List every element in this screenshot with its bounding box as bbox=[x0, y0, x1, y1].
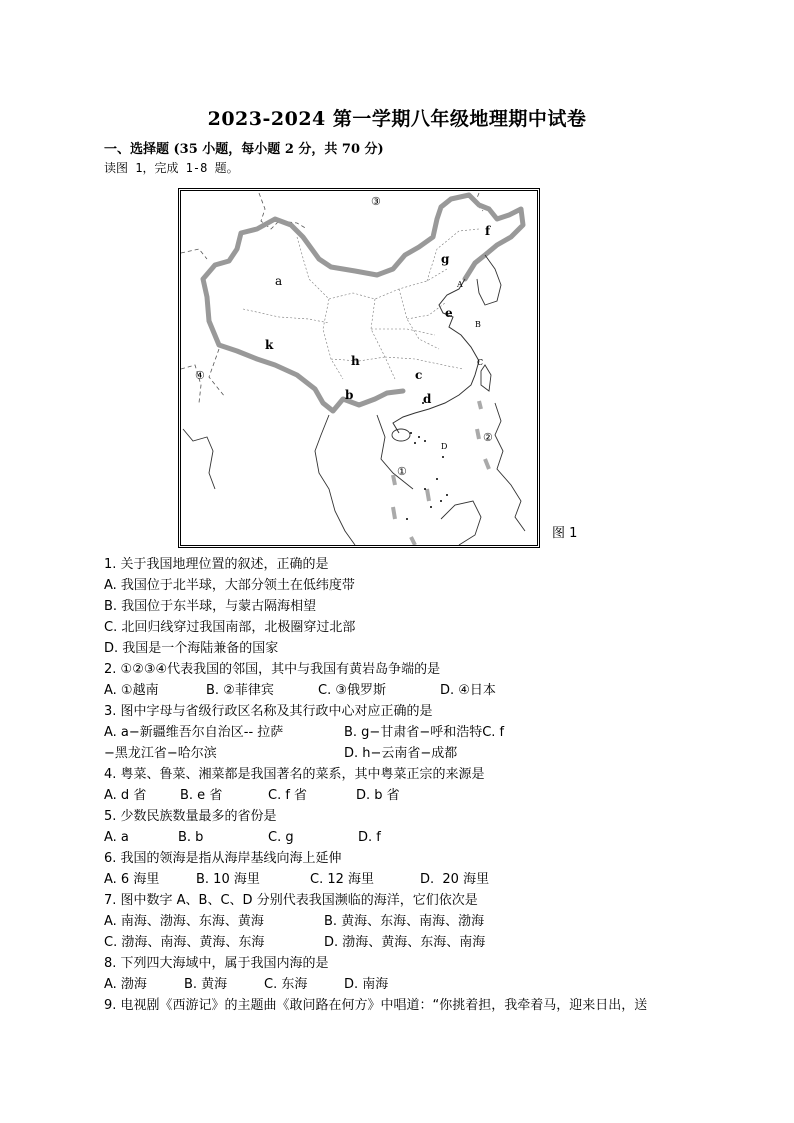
question-2-option-b: B. ②菲律宾 bbox=[206, 683, 274, 698]
question-3-option-d: D. h−云南省−成都 bbox=[344, 746, 458, 761]
map-label-country-4: ④ bbox=[195, 369, 205, 382]
taiwan-outline bbox=[481, 365, 491, 391]
question-7-stem: 7. 图中数字 A、B、C、D 分别代表我国濒临的海洋，它们依次是 bbox=[104, 893, 478, 908]
map-label-c: c bbox=[415, 368, 423, 382]
question-7-option-b: B. 黄海、东海、南海、渤海 bbox=[324, 914, 485, 929]
question-7-option-a: A. 南海、渤海、东海、黄海 bbox=[104, 914, 264, 929]
question-1-option-d: D. 我国是一个海陆兼备的国家 bbox=[104, 641, 279, 656]
maritime-boundary bbox=[393, 401, 489, 545]
question-2-stem: 2. ①②③④代表我国的邻国，其中与我国有黄岩岛争端的是 bbox=[104, 662, 441, 677]
map-label-country-3: ③ bbox=[371, 195, 381, 208]
instruction-text: 读图 1，完成 1-8 题。 bbox=[104, 161, 239, 175]
map-label-country-2: ② bbox=[483, 431, 493, 444]
question-2-option-c: C. ③俄罗斯 bbox=[318, 683, 386, 698]
map-label-sea-B: B bbox=[475, 320, 481, 329]
question-4-stem: 4. 粤菜、鲁菜、湘菜都是我国著名的菜系，其中粤菜正宗的来源是 bbox=[104, 767, 485, 782]
island-dots bbox=[406, 402, 448, 520]
question-5-stem: 5. 少数民族数量最多的省份是 bbox=[104, 809, 277, 824]
question-6-option-b: B. 10 海里 bbox=[196, 872, 260, 887]
question-5-option-d: D. f bbox=[358, 830, 381, 845]
map-drawing bbox=[179, 189, 539, 547]
question-7-option-c: C. 渤海、南海、黄海、东海 bbox=[104, 935, 265, 950]
question-4-option-b: B. e 省 bbox=[180, 788, 223, 803]
question-3-option-a: A. a−新疆维吾尔自治区-- 拉萨 bbox=[104, 725, 284, 740]
map-label-sea-C: C bbox=[477, 358, 484, 367]
se-asia-outline bbox=[315, 415, 413, 545]
question-8-option-d: D. 南海 bbox=[344, 977, 389, 992]
philippines-outline bbox=[495, 403, 525, 531]
map-label-b: b bbox=[345, 388, 354, 402]
question-5-option-b: B. b bbox=[178, 830, 204, 845]
question-8-stem: 8. 下列四大海域中，属于我国内海的是 bbox=[104, 956, 329, 971]
question-7-option-d: D. 渤海、黄海、东海、南海 bbox=[324, 935, 486, 950]
figure-caption: 图 1 bbox=[552, 526, 578, 541]
question-3-stem: 3. 图中字母与省级行政区名称及其行政中心对应正确的是 bbox=[104, 704, 433, 719]
question-6-option-d: D. 20 海里 bbox=[420, 872, 490, 887]
question-8-option-c: C. 东海 bbox=[264, 977, 308, 992]
map-label-d: d bbox=[423, 392, 432, 406]
question-9-stem: 9. 电视剧《西游记》的主题曲《敢问路在何方》中唱道：“你挑着担，我牵着马，迎来日出，送 bbox=[104, 998, 648, 1013]
question-5-option-a: A. a bbox=[104, 830, 129, 845]
map-label-h: h bbox=[351, 354, 360, 368]
china-border bbox=[203, 195, 523, 411]
section-heading: 一、选择题 (35 小题，每小题 2 分，共 70 分) bbox=[104, 142, 384, 157]
question-6-option-a: A. 6 海里 bbox=[104, 872, 160, 887]
korea-outline bbox=[477, 255, 501, 305]
map-label-country-1: ① bbox=[397, 465, 407, 478]
question-4-option-a: A. d 省 bbox=[104, 788, 147, 803]
question-6-option-c: C. 12 海里 bbox=[310, 872, 375, 887]
map-label-sea-D: D bbox=[441, 442, 448, 451]
question-8-option-a: A. 渤海 bbox=[104, 977, 147, 992]
map-label-g: g bbox=[441, 252, 450, 266]
question-1-option-a: A. 我国位于北半球，大部分领土在低纬度带 bbox=[104, 578, 355, 593]
map-label-a: a bbox=[275, 274, 283, 288]
question-3-option-c: −黑龙江省−哈尔滨 bbox=[104, 746, 217, 761]
question-3-option-b: B. g−甘肃省−呼和浩特C. f bbox=[344, 725, 505, 740]
question-8-option-b: B. 黄海 bbox=[184, 977, 228, 992]
coastline bbox=[393, 279, 479, 433]
map-label-e: e bbox=[445, 306, 453, 320]
question-1-stem: 1. 关于我国地理位置的叙述，正确的是 bbox=[104, 557, 329, 572]
india-outline bbox=[183, 429, 215, 489]
question-6-stem: 6. 我国的领海是指从海岸基线向海上延伸 bbox=[104, 851, 342, 866]
question-2-option-d: D. ④日本 bbox=[440, 683, 496, 698]
question-1-option-c: C. 北回归线穿过我国南部，北极圈穿过北部 bbox=[104, 620, 356, 635]
map-label-k: k bbox=[265, 338, 274, 352]
question-4-option-d: D. b 省 bbox=[356, 788, 400, 803]
hainan-outline bbox=[392, 429, 410, 441]
question-5-option-c: C. g bbox=[268, 830, 294, 845]
question-2-option-a: A. ①越南 bbox=[104, 683, 159, 698]
question-1-option-b: B. 我国位于东半球，与蒙古隔海相望 bbox=[104, 599, 317, 614]
map-label-sea-A: A bbox=[457, 280, 463, 289]
borneo-outline bbox=[441, 501, 481, 545]
map-label-f: f bbox=[485, 224, 491, 238]
china-map-figure bbox=[178, 188, 540, 548]
question-4-option-c: C. f 省 bbox=[268, 788, 308, 803]
page-title: 2023-2024 第一学期八年级地理期中试卷 bbox=[207, 108, 587, 130]
